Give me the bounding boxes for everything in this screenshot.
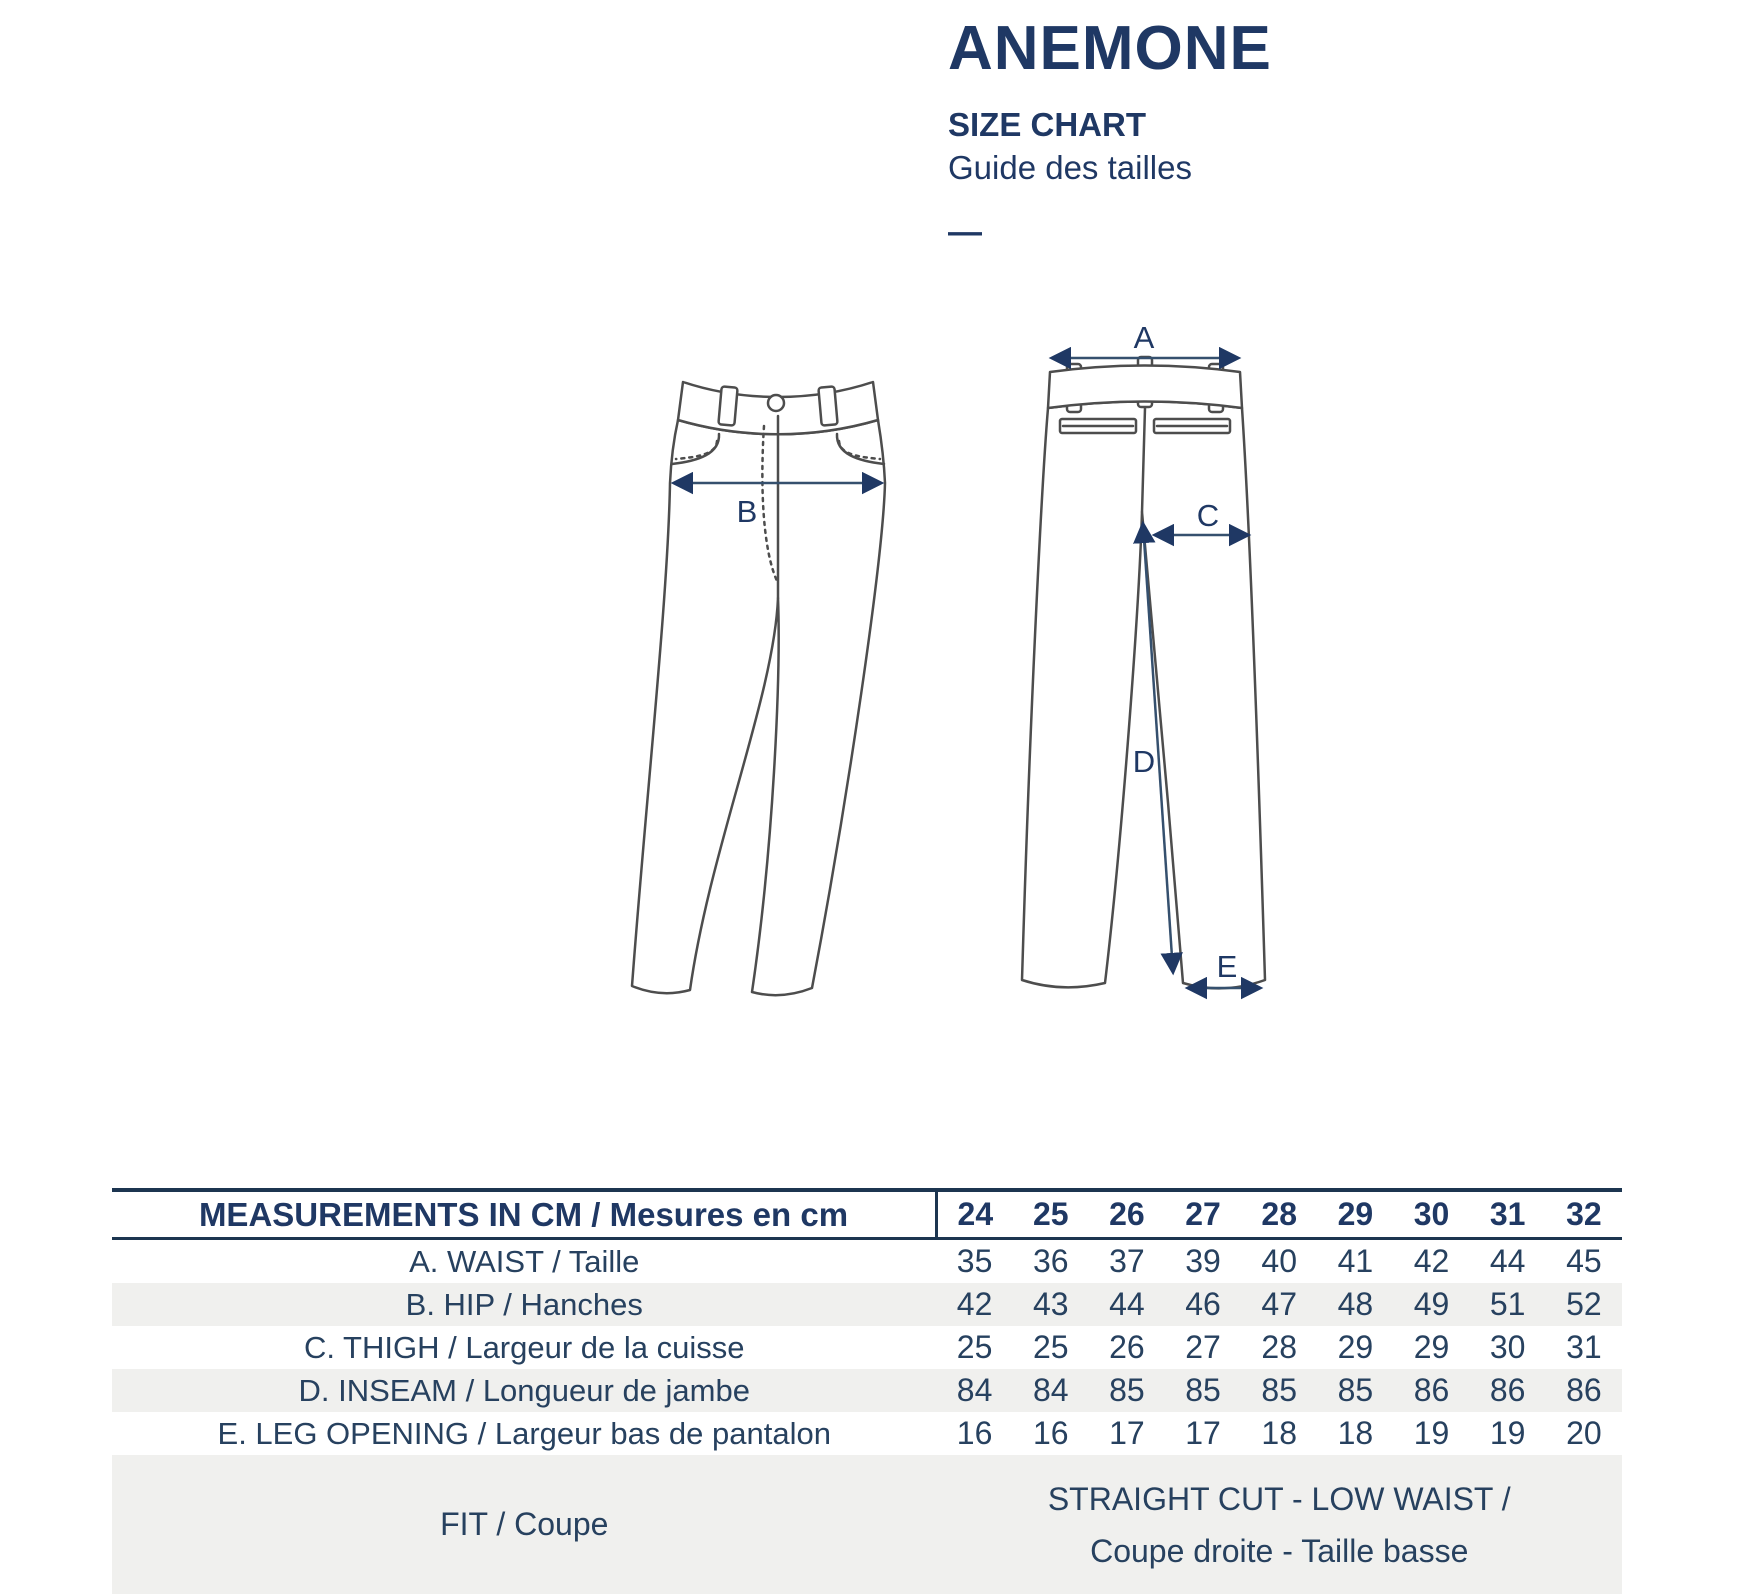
waist-measure-arrow xyxy=(1052,320,1238,358)
front-belt-loop-left xyxy=(718,386,737,425)
front-silhouette xyxy=(632,420,885,995)
back-pocket-right xyxy=(1154,419,1230,433)
measure-row-label: C. THIGH / Largeur de la cuisse xyxy=(304,1329,745,1365)
measure-value-cell: 27 xyxy=(1185,1329,1221,1366)
size-table-body xyxy=(112,1239,1622,1456)
measure-value-cell: 28 xyxy=(1261,1329,1297,1366)
measure-value-cell: 25 xyxy=(956,1329,993,1366)
measure-value-cell: 46 xyxy=(1185,1286,1221,1323)
measure-value-cell: 35 xyxy=(956,1243,993,1280)
fit-value-line2: Coupe droite - Taille basse xyxy=(1090,1532,1469,1569)
measure-value-cell: 29 xyxy=(1337,1329,1374,1366)
measure-value-cell: 85 xyxy=(1261,1372,1297,1409)
pants-front-sketch xyxy=(632,382,885,995)
measure-value-cell: 16 xyxy=(956,1415,993,1452)
measure-value-cell: 51 xyxy=(1489,1286,1526,1323)
fit-row xyxy=(112,1455,1622,1594)
measure-value-cell: 18 xyxy=(1337,1415,1374,1452)
measure-value-cell: 29 xyxy=(1413,1329,1450,1366)
dash-divider: — xyxy=(948,212,982,251)
measure-value-cell: 16 xyxy=(1032,1415,1069,1452)
size-header-24: 24 xyxy=(937,1190,1013,1239)
measure-value-cell: 20 xyxy=(1566,1415,1602,1452)
measure-value-cell: 84 xyxy=(1032,1372,1069,1409)
measure-value-cell: 31 xyxy=(1566,1329,1602,1366)
fit-value-line1: STRAIGHT CUT - LOW WAIST / xyxy=(1047,1480,1511,1517)
size-table xyxy=(112,1188,1622,1594)
size-chart-heading: SIZE CHART xyxy=(948,106,1146,144)
size-header-28: 28 xyxy=(1241,1190,1317,1239)
measure-value-cell: 44 xyxy=(1109,1286,1145,1323)
measure-value-cell: 47 xyxy=(1261,1286,1297,1323)
measure-value-cell: 17 xyxy=(1185,1415,1221,1452)
measure-value-cell: 44 xyxy=(1489,1243,1526,1280)
measure-value-cell: 42 xyxy=(956,1286,993,1323)
measure-row-thigh xyxy=(112,1326,1622,1369)
measure-value-cell: 18 xyxy=(1261,1415,1297,1452)
back-waistband xyxy=(1048,366,1242,409)
size-table-head xyxy=(112,1190,1622,1239)
measure-row-inseam xyxy=(112,1369,1622,1412)
measure-value-cell: 45 xyxy=(1566,1243,1602,1280)
measure-value-cell: 36 xyxy=(1032,1243,1069,1280)
measure-letter-d: D xyxy=(1132,744,1156,779)
size-header-31: 31 xyxy=(1470,1190,1546,1239)
measure-row-hip xyxy=(112,1283,1622,1326)
measure-row-leg_opening xyxy=(112,1412,1622,1455)
measure-row-waist xyxy=(112,1239,1622,1284)
front-button xyxy=(768,395,784,411)
measure-value-cell: 52 xyxy=(1566,1286,1602,1323)
size-header-27: 27 xyxy=(1165,1190,1241,1239)
measure-value-cell: 42 xyxy=(1413,1243,1450,1280)
size-chart-heading-fr: Guide des tailles xyxy=(948,149,1192,187)
measure-value-cell: 41 xyxy=(1337,1243,1374,1280)
measure-value-cell: 85 xyxy=(1337,1372,1374,1409)
measure-value-cell: 37 xyxy=(1109,1243,1145,1280)
size-table-header-row xyxy=(112,1190,1622,1239)
product-title: ANEMONE xyxy=(948,14,1272,83)
pants-front-diagram xyxy=(548,298,928,998)
pants-back-diagram xyxy=(1010,280,1280,1040)
measure-row-label: B. HIP / Hanches xyxy=(405,1286,643,1322)
fit-value xyxy=(937,1455,1623,1594)
measure-value-cell: 86 xyxy=(1489,1372,1526,1409)
size-header-32: 32 xyxy=(1546,1190,1622,1239)
fit-label: FIT / Coupe xyxy=(440,1506,609,1543)
measure-value-cell: 48 xyxy=(1337,1286,1374,1323)
front-belt-loop-right xyxy=(818,386,837,425)
size-table-foot xyxy=(112,1455,1622,1594)
measure-value-cell: 25 xyxy=(1032,1329,1069,1366)
measure-row-label: D. INSEAM / Longueur de jambe xyxy=(298,1372,750,1408)
measure-value-cell: 84 xyxy=(956,1372,993,1409)
measure-row-label: E. LEG OPENING / Largeur bas de pantalon xyxy=(217,1415,831,1451)
measure-value-cell: 86 xyxy=(1413,1372,1450,1409)
measurements-header-label: MEASUREMENTS IN CM / Mesures en cm xyxy=(112,1190,937,1239)
measure-row-label: A. WAIST / Taille xyxy=(409,1243,640,1279)
measure-letter-e: E xyxy=(1216,949,1238,984)
measure-value-cell: 86 xyxy=(1566,1372,1602,1409)
size-header-26: 26 xyxy=(1089,1190,1165,1239)
measure-value-cell: 17 xyxy=(1109,1415,1145,1452)
size-header-25: 25 xyxy=(1013,1190,1089,1239)
header xyxy=(948,16,1272,252)
measure-letter-b: B xyxy=(736,494,758,529)
measure-value-cell: 30 xyxy=(1489,1329,1526,1366)
size-header-29: 29 xyxy=(1317,1190,1393,1239)
back-pocket-left xyxy=(1060,419,1136,433)
size-header-30: 30 xyxy=(1393,1190,1469,1239)
measure-value-cell: 19 xyxy=(1489,1415,1526,1452)
measure-value-cell: 26 xyxy=(1109,1329,1145,1366)
measure-value-cell: 40 xyxy=(1261,1243,1297,1280)
measure-value-cell: 85 xyxy=(1185,1372,1221,1409)
measure-value-cell: 19 xyxy=(1413,1415,1450,1452)
pants-back-sketch xyxy=(1022,357,1265,988)
measure-letter-c: C xyxy=(1196,498,1220,533)
measure-letter-a: A xyxy=(1133,320,1155,355)
measure-value-cell: 43 xyxy=(1032,1286,1069,1323)
measure-value-cell: 39 xyxy=(1185,1243,1221,1280)
measure-value-cell: 85 xyxy=(1109,1372,1145,1409)
measure-value-cell: 49 xyxy=(1413,1286,1450,1323)
